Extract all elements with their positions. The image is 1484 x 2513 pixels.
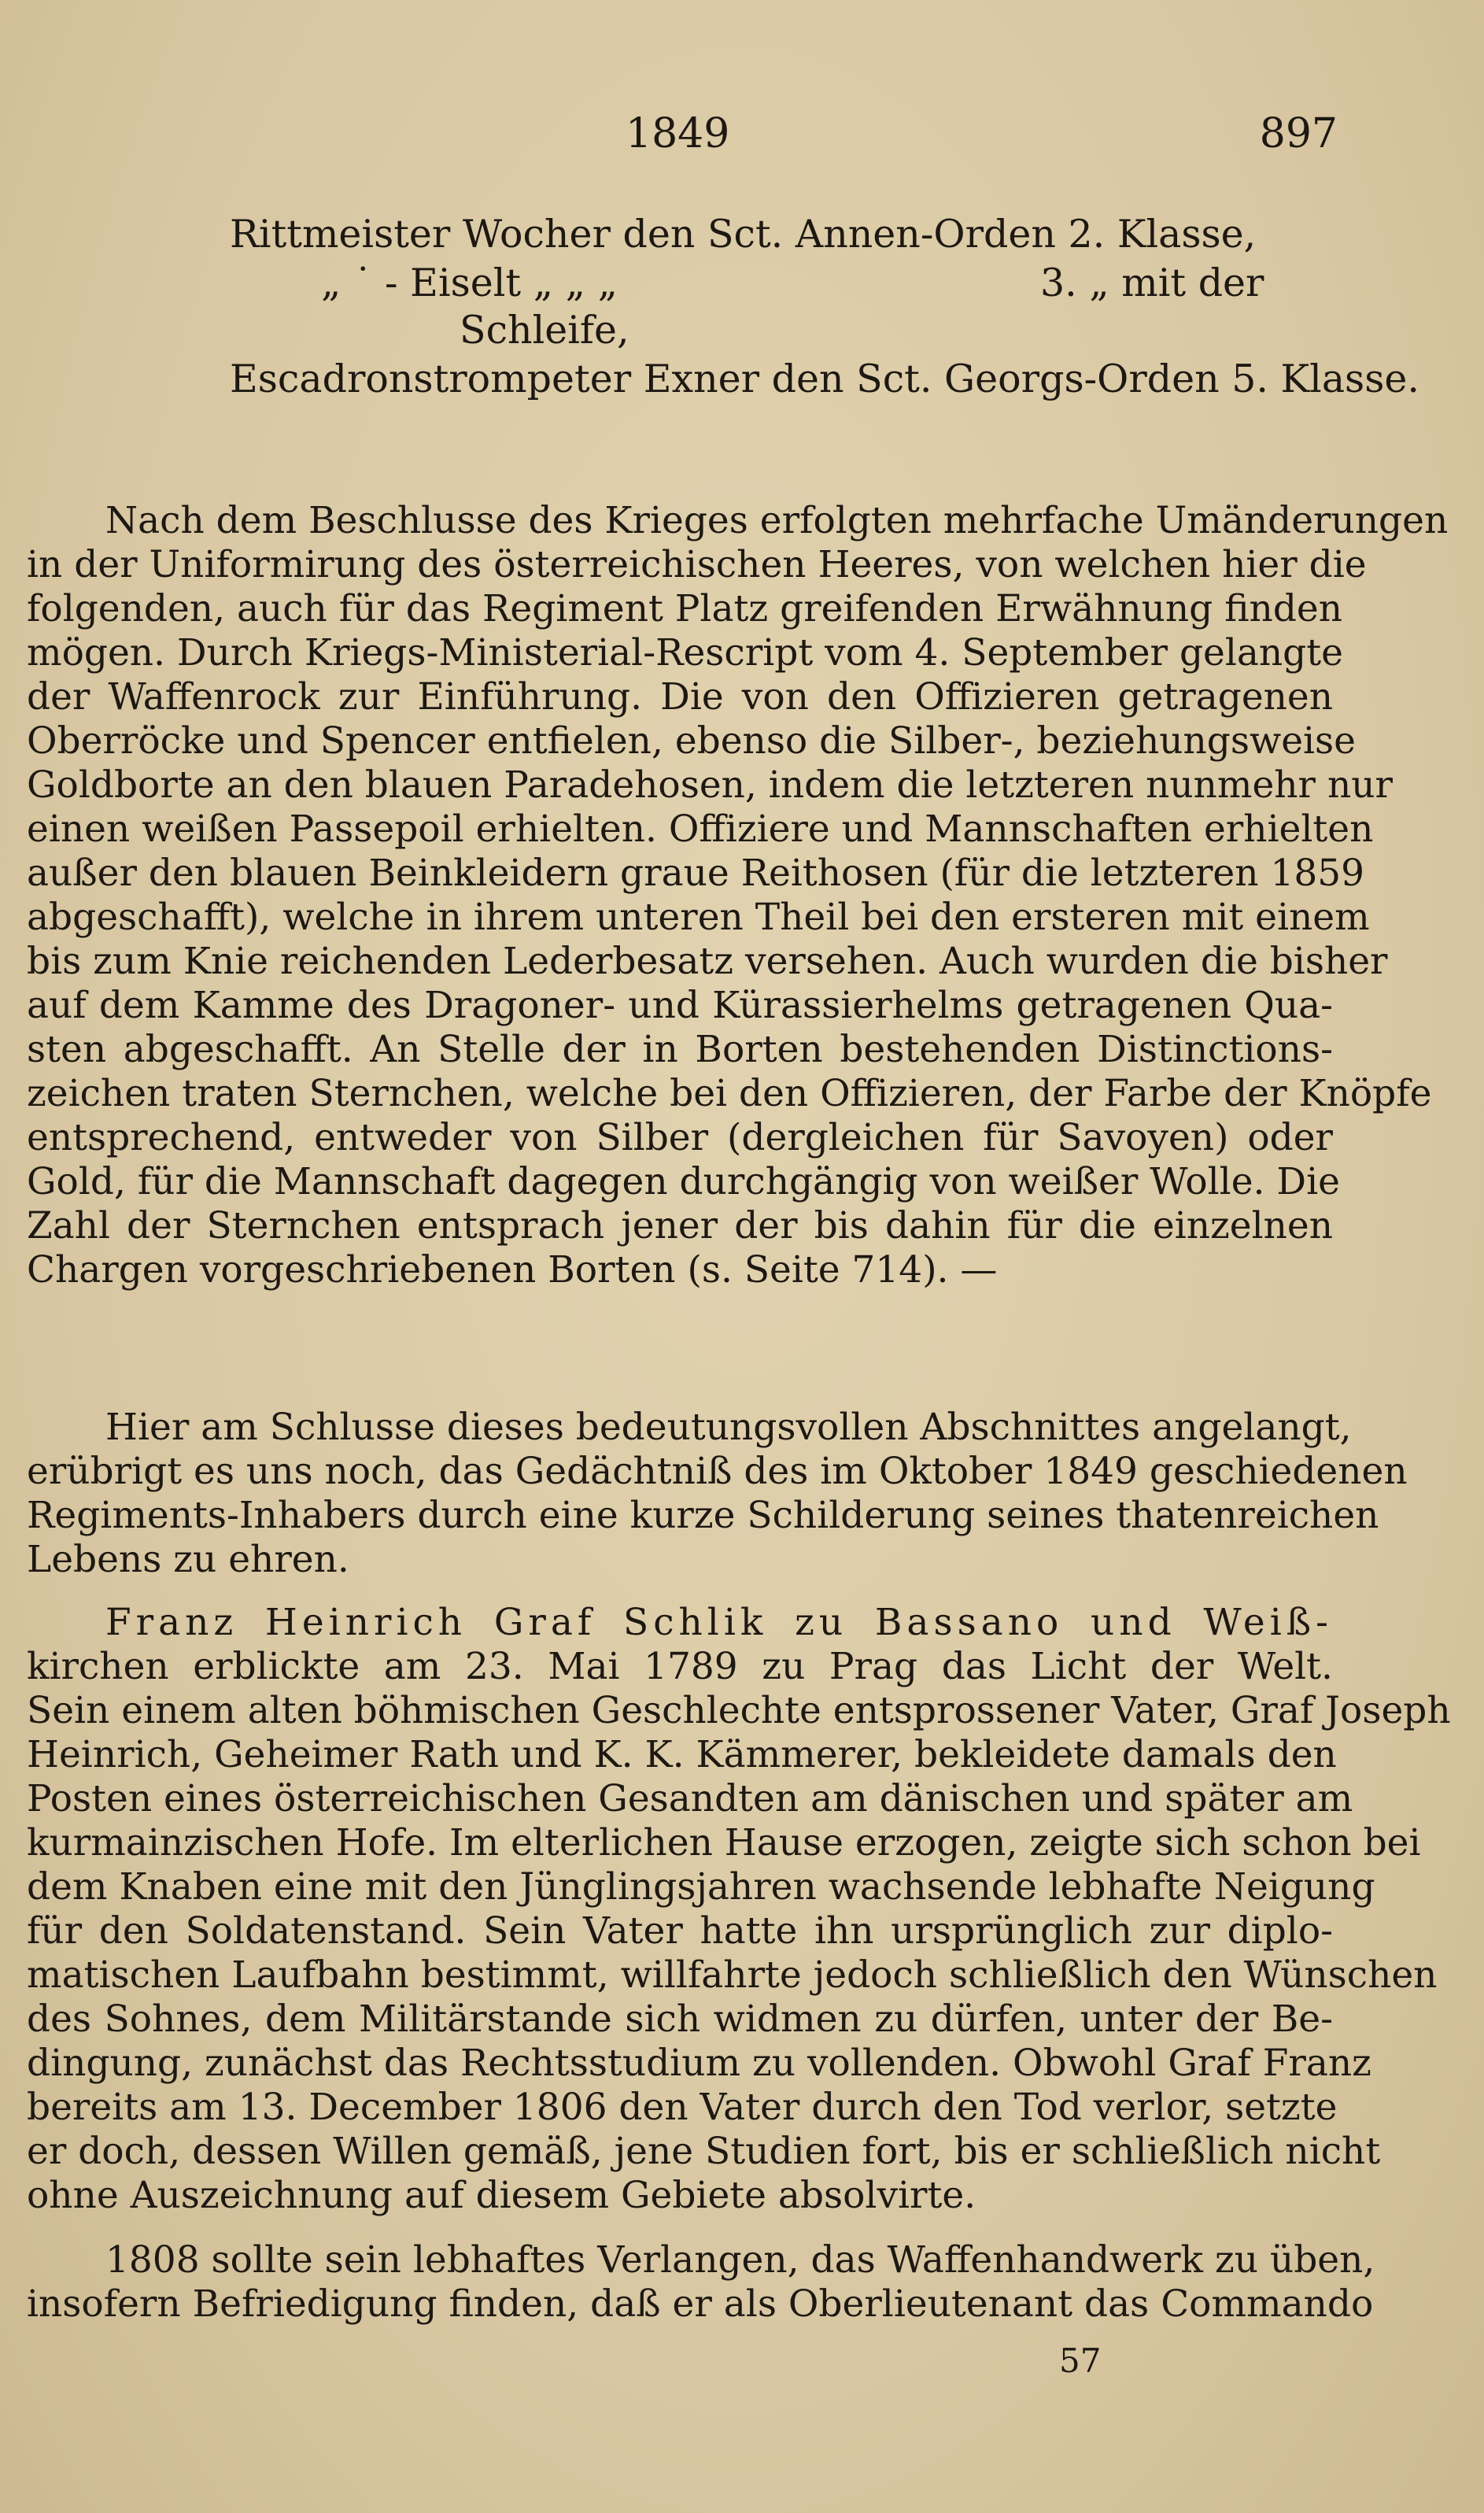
text-line: Posten eines österreichischen Gesandten am dänischen und später am bbox=[27, 1777, 1353, 1820]
text-line: außer den blauen Beinkleidern graue Reithosen (für die letzteren 1859 bbox=[27, 852, 1365, 895]
text-line: Gold, für die Mannschaft dagegen durchgängig von weißer Wolle. Die bbox=[27, 1160, 1340, 1203]
text-line: zeichen traten Sternchen, welche bei den Offizieren, der Farbe der Knöpfe bbox=[27, 1072, 1432, 1115]
text-line: entsprechend, entweder von Silber (dergleichen für Savoyen) oder bbox=[27, 1116, 1333, 1159]
text-line: abgeschafft), welche in ihrem unteren Theil bei den ersteren mit einem bbox=[27, 896, 1370, 939]
text-line: Lebens zu ehren. bbox=[27, 1538, 349, 1581]
text-line: auf dem Kamme des Dragoner- und Kürassierhelms getragenen Qua- bbox=[27, 984, 1333, 1027]
award-line: Schleife, bbox=[460, 308, 629, 353]
text-line: Chargen vorgeschriebenen Borten (s. Seite 714). — bbox=[27, 1248, 998, 1292]
text-line: bis zum Knie reichenden Lederbesatz versehen. Auch wurden die bisher bbox=[27, 940, 1388, 983]
text-line: dingung, zunächst das Rechtsstudium zu vollenden. Obwohl Graf Franz bbox=[27, 2042, 1371, 2085]
text-line: erübrigt es uns noch, das Gedächtniß des im Oktober 1849 geschiedenen bbox=[27, 1450, 1408, 1493]
text-line: Sein einem alten böhmischen Geschlechte entsprossener Vater, Graf Joseph bbox=[27, 1689, 1451, 1732]
printer-signature: 57 bbox=[1059, 2341, 1102, 2380]
award-line: Escadronstrompeter Exner den Sct. Georgs-Orden 5. Klasse. bbox=[230, 357, 1419, 401]
text-line: in der Uniformirung des österreichischen Heeres, von welchen hier die bbox=[27, 543, 1367, 586]
text-line: kirchen erblickte am 23. Mai 1789 zu Prag das Licht der Welt. bbox=[27, 1645, 1333, 1688]
award-line: „ ˙ - Eiselt „ „ „ bbox=[321, 261, 618, 305]
text-line: Hier am Schlusse dieses bedeutungsvollen Abschnittes angelangt, bbox=[105, 1406, 1352, 1449]
text-line: er doch, dessen Willen gemäß, jene Studien fort, bis er schließlich nicht bbox=[27, 2130, 1381, 2173]
text-line: Goldborte an den blauen Paradehosen, indem die letzteren nunmehr nur bbox=[27, 763, 1393, 807]
text-line: Franz Heinrich Graf Schlik zu Bassano und Weiß- bbox=[105, 1601, 1333, 1644]
text-line: Oberröcke und Spencer entfielen, ebenso die Silber-, beziehungsweise bbox=[27, 719, 1356, 763]
text-line: kurmainzischen Hofe. Im elterlichen Hause erzogen, zeigte sich schon bei bbox=[27, 1821, 1421, 1864]
text-line: sten abgeschafft. An Stelle der in Borten bestehenden Distinctions- bbox=[27, 1028, 1333, 1071]
text-line: folgenden, auch für das Regiment Platz greifenden Erwähnung finden bbox=[27, 587, 1342, 630]
page-header bbox=[0, 110, 1484, 165]
text-line: Zahl der Sternchen entsprach jener der bis dahin für die einzelnen bbox=[27, 1204, 1333, 1247]
award-line: 3. „ mit der bbox=[1040, 261, 1264, 305]
header-year: 1849 bbox=[626, 110, 730, 157]
award-line: Rittmeister Wocher den Sct. Annen-Orden 2. Klasse, bbox=[230, 212, 1257, 257]
text-line: dem Knaben eine mit den Jünglingsjahren wachsende lebhafte Neigung bbox=[27, 1865, 1375, 1909]
text-line: einen weißen Passepoil erhielten. Offiziere und Mannschaften erhielten bbox=[27, 807, 1374, 851]
text-line: Nach dem Beschlusse des Krieges erfolgten mehrfache Umänderungen bbox=[105, 499, 1449, 542]
text-line: des Sohnes, dem Militärstande sich widmen zu dürfen, unter der Be- bbox=[27, 1997, 1333, 2041]
text-line: 1808 sollte sein lebhaftes Verlangen, das Waffenhandwerk zu üben, bbox=[105, 2238, 1375, 2282]
text-line: Heinrich, Geheimer Rath und K. K. Kämmerer, bekleidete damals den bbox=[27, 1733, 1337, 1776]
text-line: matischen Laufbahn bestimmt, willfahrte jedoch schließlich den Wünschen bbox=[27, 1953, 1438, 1997]
text-line: Regiments-Inhabers durch eine kurze Schilderung seines thatenreichen bbox=[27, 1494, 1379, 1537]
text-line: für den Soldatenstand. Sein Vater hatte ihn ursprünglich zur diplo- bbox=[27, 1909, 1333, 1953]
text-line: ohne Auszeichnung auf diesem Gebiete absolvirte. bbox=[27, 2174, 976, 2217]
text-line: bereits am 13. December 1806 den Vater durch den Tod verlor, setzte bbox=[27, 2086, 1338, 2129]
text-line: insofern Befriedigung finden, daß er als Oberlieutenant das Commando bbox=[27, 2282, 1374, 2326]
text-line: mögen. Durch Kriegs-Ministerial-Rescript vom 4. September gelangte bbox=[27, 631, 1343, 674]
text-line: der Waffenrock zur Einführung. Die von den Offizieren getragenen bbox=[27, 675, 1333, 719]
page-number: 897 bbox=[1259, 110, 1338, 157]
